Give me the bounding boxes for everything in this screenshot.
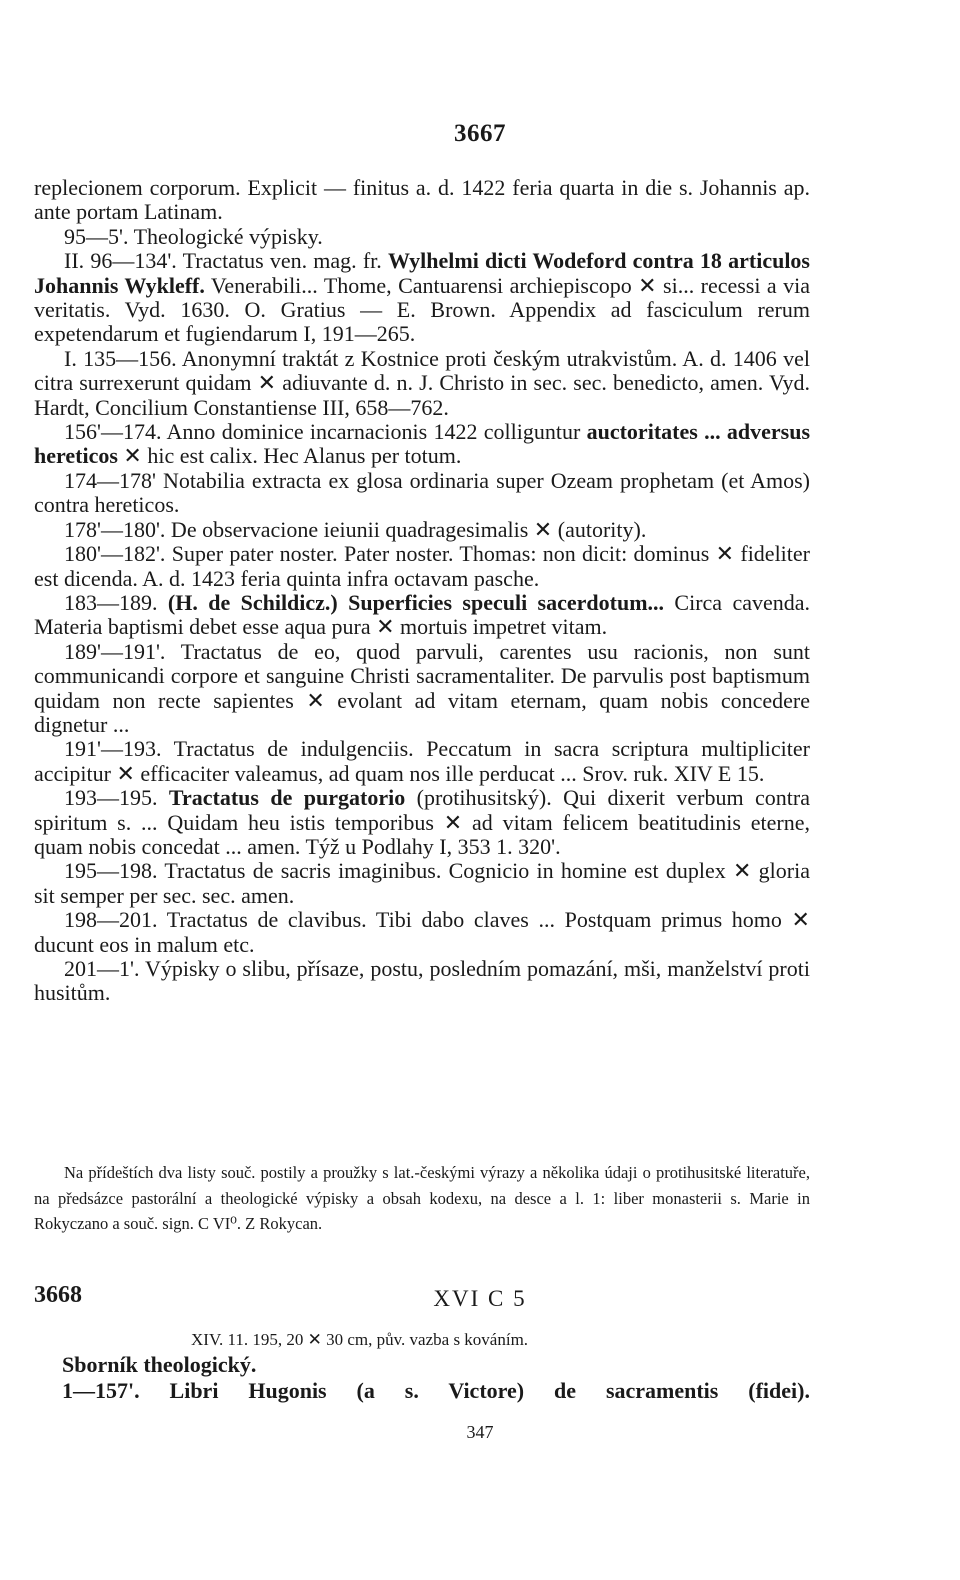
physical-description: XIV. 11. 195, 20 ✕ 30 cm, pův. vazba s kováním. (191, 1330, 529, 1349)
paragraph-9-bold-title: (H. de Schildicz.) Superficies speculi sacerdotum... (167, 589, 665, 615)
paragraph-1: replecionem corporum. Explicit — finitus a. d. 1422 feria quarta in die s. Johannis ap. ante portam Latinam. (34, 175, 810, 225)
paragraph-3-part-a: II. 96—134'. Tractatus ven. mag. fr. (64, 248, 388, 274)
paragraph-12 (34, 786, 810, 859)
codex-contents: 1—157'. Libri Hugonis (a s. Victore) de sacramentis (fidei). (62, 1378, 810, 1403)
paragraph-7: 178'—180'. De observacione ieiunii quadragesimalis ✕ (autority). (64, 516, 647, 542)
paragraph-10: 189'—191'. Tractatus de eo, quod parvuli, carentes usu racionis, non sunt communicandi corpore et sanguine Christi sacramentaliter. De parvulis post baptismum quidam non recte sapientes ✕ evolant ad vitam eternam, quam nobis concedere dignetur ... (34, 638, 810, 737)
paragraph-12-part-a: 193—195. (64, 785, 169, 811)
paragraph-9-part-a: 183—189. (64, 589, 168, 615)
paragraph-8: 180'—182'. Super pater noster. Pater noster. Thomas: non dicit: dominus ✕ fideliter est dicenda. A. d. 1423 feria quinta infra octavam pasche. (34, 541, 810, 591)
page-number: 347 (466, 1422, 494, 1442)
paragraph-4: I. 135—156. Anonymní traktát z Kostnice proti českým utrakvistům. A. d. 1406 vel citra surrexerunt quidam ✕ adiuvante d. n. J. Christo in sec. sec. benedicto, amen. Vyd. Hardt, Concilium Constantiense III, 658—762. (34, 345, 810, 420)
paragraph-9 (34, 591, 810, 640)
paragraph-3-part-c: Venerabili... Thome, Cantuarensi archiepiscopo ✕ si... recessi a via veritatis. Vyd. 1630. O. Gratius — E. Brown. Appendix ad fasciculum rerum expetendarum et fugiendarum I, 191—265. (34, 272, 810, 347)
paragraph-3-bold-title: Wylhelmi dicti Wodeford contra 18 articulos Johannis Wykleff. (34, 248, 810, 298)
paragraph-12-part-c: (protihusitský). Qui dixerit verbum contra spiritum s. ... Quidam heu istis temporibus ✕ ad vitam felicem beatitudinis eterne, quam nobis concedat ... amen. Týž u Podlahy I, 353 1. 320'. (34, 785, 810, 859)
paragraph-5 (34, 420, 810, 469)
paragraph-5-part-c: ✕ hic est calix. Hec Alanus per totum. (117, 443, 462, 469)
paragraph-3 (34, 249, 810, 347)
paragraph-13: 195—198. Tractatus de sacris imaginibus. Cognicio in homine est duplex ✕ gloria sit semper per sec. sec. amen. (34, 858, 810, 908)
codex-title: Sborník theologický. (62, 1352, 257, 1377)
paragraph-12-bold-title: Tractatus de purgatorio (168, 785, 406, 811)
paragraph-9-part-c: Circa cavenda. Materia baptismi debet esse aqua pura ✕ mortuis impetret vitam. (34, 589, 811, 640)
paragraph-5-part-a: 156'—174. Anno dominice incarnacionis 1422 colliguntur (64, 419, 587, 445)
codex-notes: Na přídeštích dva listy souč. postily a proužky s lat.-českými výrazy a několika údaji o protihusitské literatuře, na předsázce pastorální a theologické výpisky a obsah kodexu, na desce a l. 1: liber monasterii s. Marie in Rokyczano a souč. sign. C VI⁰. Z Rokycan. (34, 1163, 810, 1233)
paragraph-2: 95—5'. Theologické výpisky. (64, 223, 323, 249)
paragraph-15: 201—1'. Výpisky o slibu, přísaze, postu, posledním pomazání, mši, manželství proti husitům. (34, 956, 810, 1006)
entry-number-header: 3667 (454, 120, 506, 147)
paragraph-11: 191'—193. Tractatus de indulgenciis. Peccatum in sacra scriptura multipliciter accipitur ✕ efficaciter valeamus, ad quam nos ille perducat ... Srov. ruk. XIV E 15. (34, 736, 810, 786)
paragraph-14: 198—201. Tractatus de clavibus. Tibi dabo claves ... Postquam primus homo ✕ ducunt eos in malum etc. (34, 907, 810, 957)
paragraph-5-bold-title: auctoritates ... adversus hereticos (34, 419, 811, 469)
paragraph-6: 174—178' Notabilia extracta ex glosa ordinaria super Ozeam prophetam (et Amos) contra hereticos. (34, 467, 810, 518)
entry-body (34, 176, 810, 1006)
shelfmark: XVI C 5 (433, 1286, 527, 1311)
next-entry-number: 3668 (34, 1282, 82, 1308)
